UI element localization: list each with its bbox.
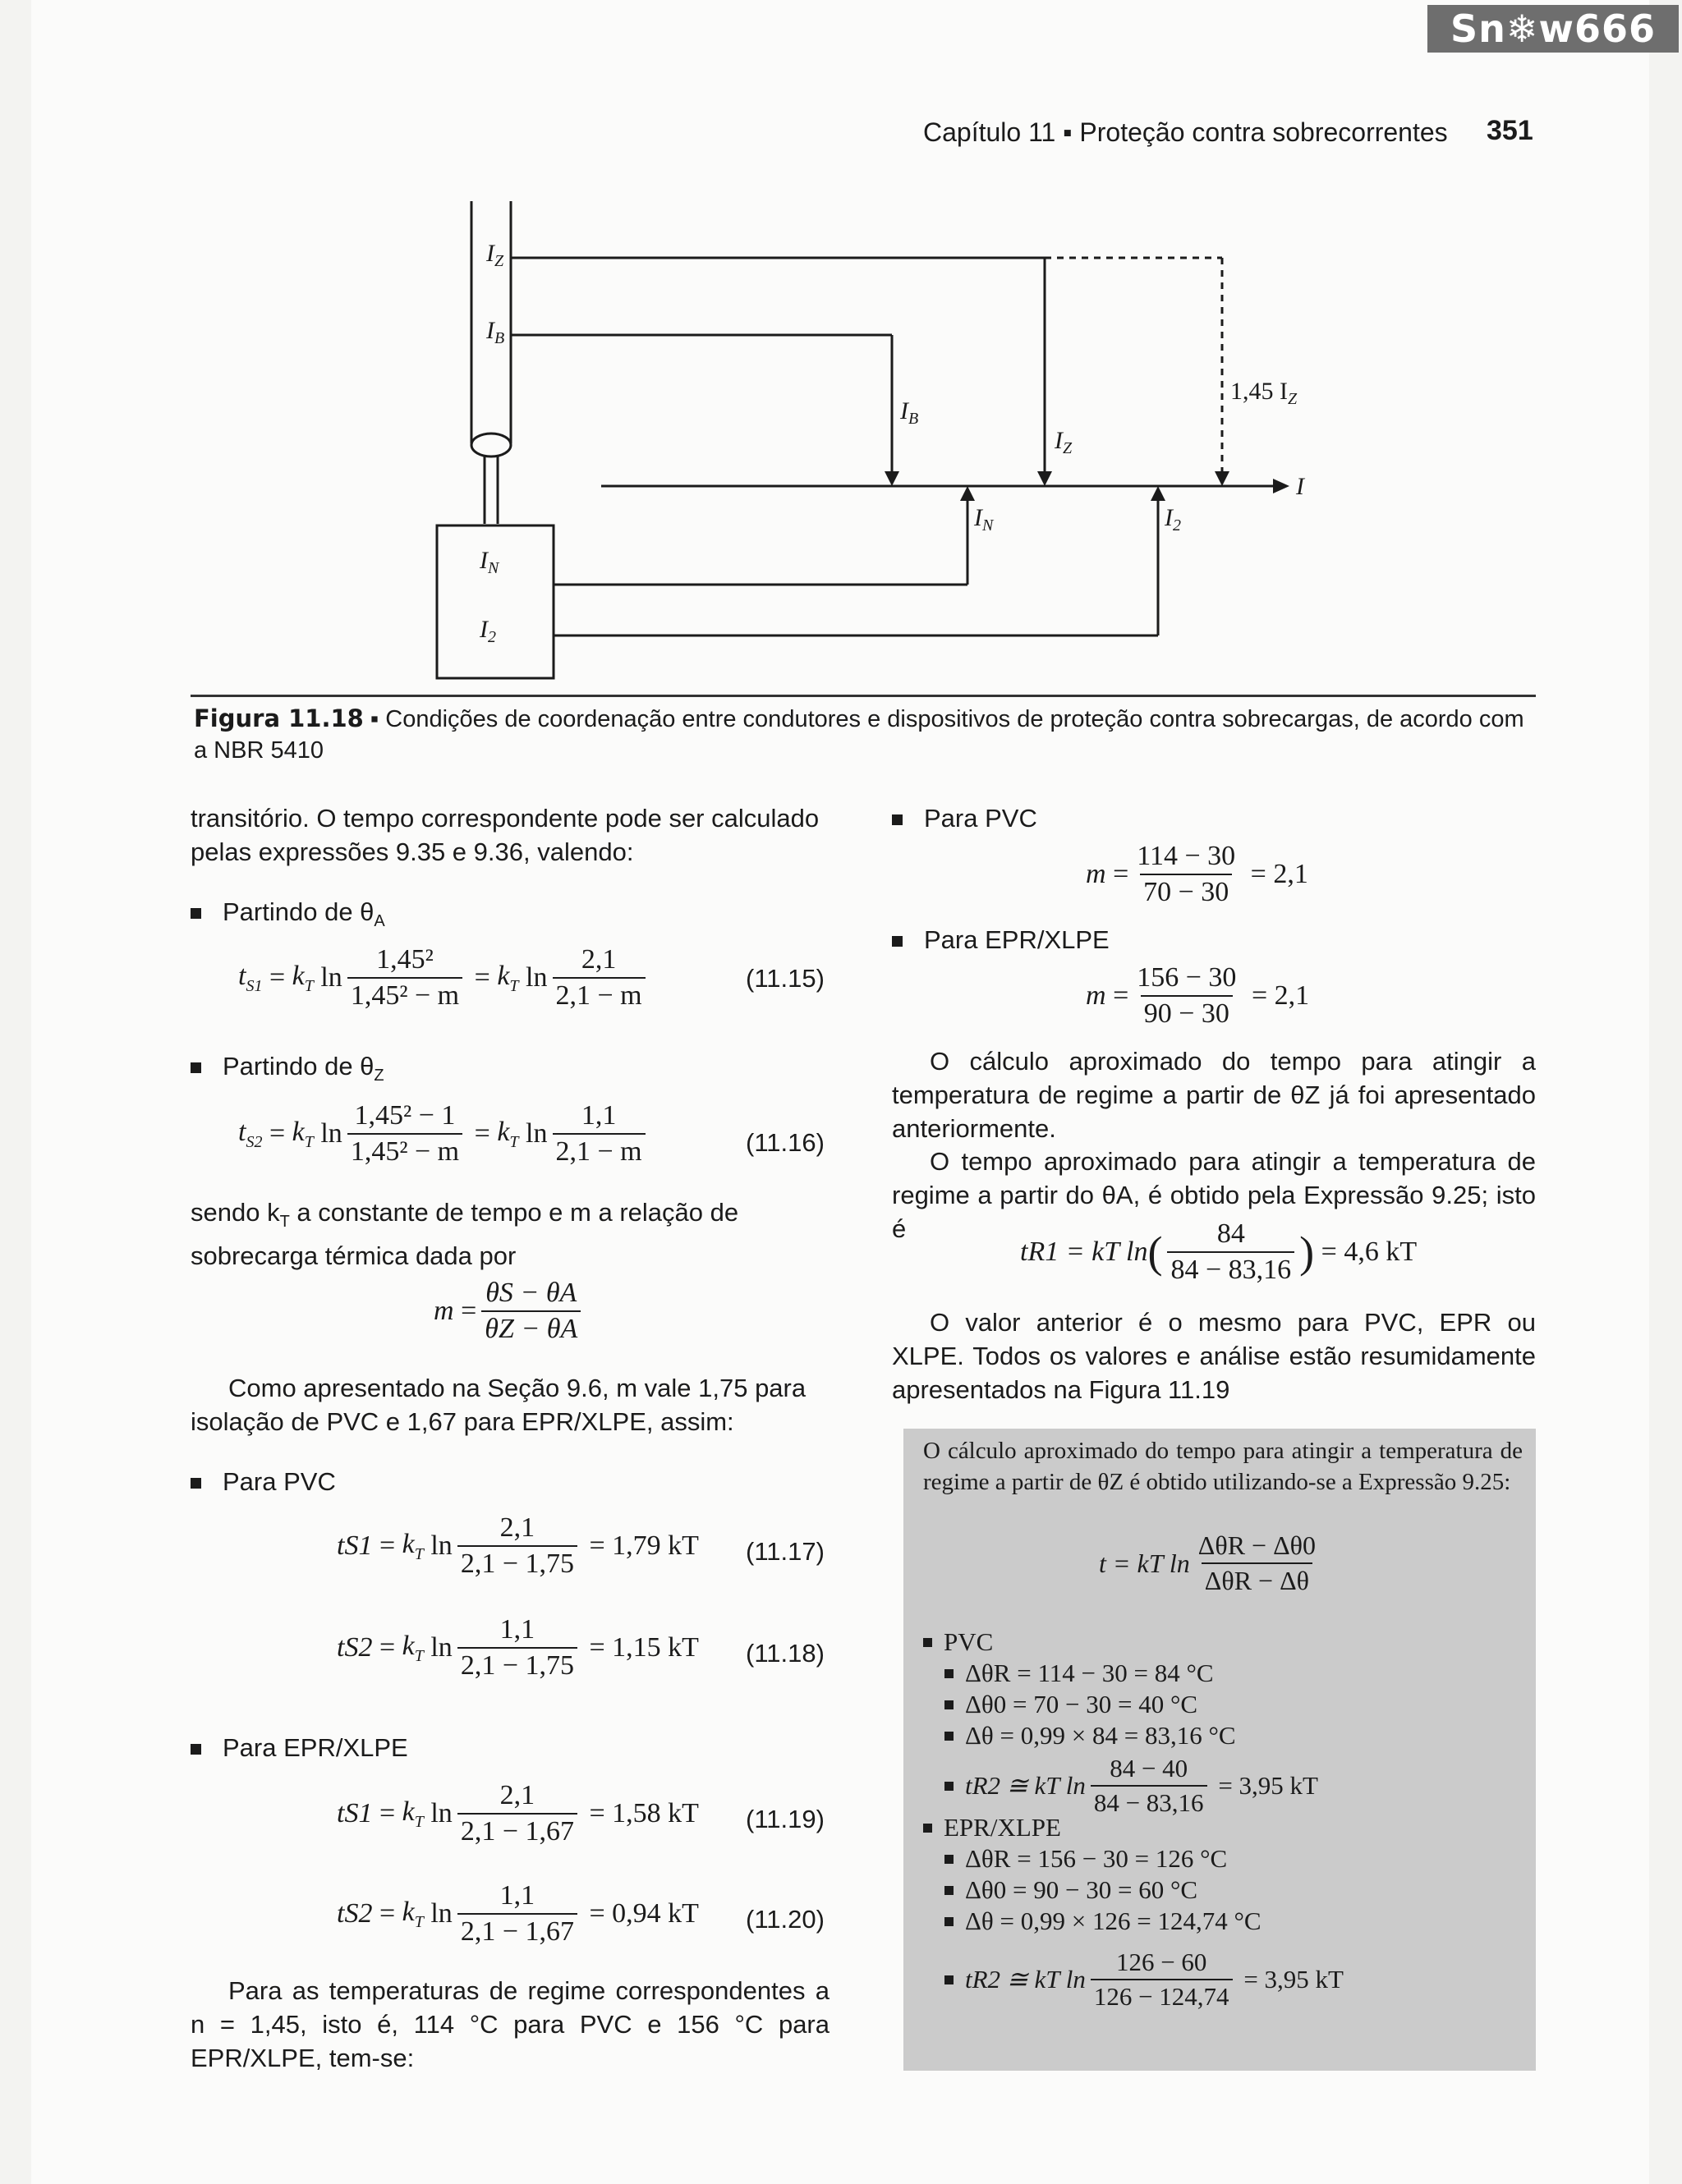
left-paragraph-4: Para as temperaturas de regime correspondentes a n = 1,45, isto é, 114 °C para PVC e 156 °C para EPR/XLPE, tem-se: — [191, 1976, 830, 2072]
equation-11-19: tS1 = $k_T$ ln $\frac{2,1}{2,1 - 1,67}$ = 1,58 kT — [337, 1780, 699, 1847]
running-header: Capítulo 11 ▪ Proteção contra sobrecorrentes — [923, 117, 1448, 147]
eq-number-11-18: (11.18) — [746, 1639, 825, 1668]
caption-text: ▪ Condições de coordenação entre condutores e dispositivos de proteção contra sobrecargas, de acordo com a NBR 5410 — [194, 706, 1524, 764]
bullet-right-pvc: Para PVC — [892, 801, 1037, 835]
right-paragraph-1: O cálculo aproximado do tempo para atingir a temperatura de regime a partir de θZ já foi apresentado anteriormente. — [892, 1047, 1536, 1143]
equation-m: m = $\frac{\theta S - \theta A}{\theta Z - \theta A}$ — [434, 1278, 586, 1345]
box-epr-line-3: Δθ = 0,99 × 126 = 124,74 °C — [944, 1906, 1262, 1936]
bullet-epr: Para EPR/XLPE — [191, 1731, 408, 1764]
label-ib-cable: $I_B$ — [486, 317, 505, 347]
figure-caption — [194, 703, 1541, 766]
caption-rule — [191, 695, 1536, 697]
box-pvc-line-2: Δθ0 = 70 − 30 = 40 °C — [944, 1690, 1197, 1719]
watermark-logo: Sn❄w666 — [1427, 5, 1679, 53]
bullet-pvc: Para PVC — [191, 1465, 336, 1498]
label-iz-cable: $I_Z$ — [486, 240, 504, 270]
box-intro: O cálculo aproximado do tempo para atingir a temperatura de regime a partir de θZ é obtido utilizando-se a Expressão 9.25: — [923, 1438, 1523, 1495]
equation-11-17: tS1 = $k_T$ ln $\frac{2,1}{2,1 - 1,75}$ = 1,79 kT — [337, 1512, 699, 1579]
bullet-partindo-z: Partindo de $\theta_Z$ — [191, 1049, 384, 1093]
page-number: 351 — [1487, 115, 1533, 146]
equation-11-18: tS2 = $k_T$ ln $\frac{1,1}{2,1 - 1,75}$ = 1,15 kT — [337, 1614, 699, 1681]
coordination-diagram — [0, 0, 1682, 706]
box-pvc-equation: tR2 ≅ kT ln $\frac{84 - 40}{84 - 83,16}$ = 3,95 kT — [944, 1754, 1318, 1818]
equation-11-16: $t_{S2}$ = $k_T$ ln $\frac{\text{1,45² − 1}}{\text{1,45² − m}}$ = $k_T$ ln $\frac{1,1}{2,1 - m}$ — [238, 1100, 650, 1168]
eq-number-11-19: (11.19) — [746, 1805, 825, 1833]
label-i2-arrow: $I_2$ — [1165, 504, 1181, 535]
label-145iz: 1,45 $I_Z$ — [1230, 378, 1298, 408]
box-pvc-line-1: ΔθR = 114 − 30 = 84 °C — [944, 1659, 1214, 1688]
eq-number-11-15: (11.15) — [746, 964, 825, 993]
box-epr-equation: tR2 ≅ kT ln $\frac{126 - 60}{126 - 124,74}$ = 3,95 kT — [944, 1948, 1344, 2012]
label-in-device: $I_N$ — [480, 547, 499, 577]
bullet-partindo-a: Partindo de $\theta_A$ — [191, 895, 385, 938]
box-pvc-line-3: Δθ = 0,99 × 84 = 83,16 °C — [944, 1721, 1236, 1750]
box-epr-line-1: ΔθR = 156 − 30 = 126 °C — [944, 1844, 1227, 1874]
box-epr-title: EPR/XLPE — [923, 1813, 1061, 1842]
label-axis-i: I — [1296, 473, 1304, 500]
eq-number-11-20: (11.20) — [746, 1905, 825, 1934]
eq-number-11-17: (11.17) — [746, 1537, 825, 1566]
label-ib-arrow: $I_B$ — [900, 397, 919, 428]
equation-m-epr: m = $\frac{156 - 30}{90 - 30}$ = 2,1 — [1086, 962, 1310, 1029]
box-epr-line-2: Δθ0 = 90 − 30 = 60 °C — [944, 1875, 1197, 1905]
equation-m-pvc: m = $\frac{114 - 30}{70 - 30}$ = 2,1 — [1086, 841, 1308, 907]
label-iz-arrow: $I_Z$ — [1055, 427, 1073, 457]
left-paragraph-2: sendo $k_T$ a constante de tempo e m a relação de sobrecarga térmica dada por — [191, 1198, 739, 1271]
equation-11-15: $t_{S1}$ = $k_T$ ln $\frac{\text{1,45²}}{\text{1,45² − m}}$ = $k_T$ ln $\frac{2,1}{2,1 - m}$ — [238, 944, 650, 1012]
right-paragraph-3: O valor anterior é o mesmo para PVC, EPR ou XLPE. Todos os valores e análise estão resumidamente apresentados na Figura 11.19 — [892, 1308, 1536, 1404]
equation-11-20: tS2 = $k_T$ ln $\frac{1,1}{2,1 - 1,67}$ = 0,94 kT — [337, 1880, 699, 1947]
label-i2-device: $I_2$ — [480, 616, 496, 646]
caption-label: Figura 11.18 — [194, 704, 364, 732]
box-pvc-title: PVC — [923, 1627, 993, 1657]
left-paragraph-3: Como apresentado na Seção 9.6, m vale 1,75 para isolação de PVC e 1,67 para EPR/XLPE, assim: — [191, 1374, 807, 1436]
right-paragraph-2: O tempo aproximado para atingir a temperatura de regime a partir do θA, é obtido pela Expressão 9.25; isto é — [892, 1147, 1536, 1243]
left-paragraph-1: transitório. O tempo correspondente pode ser calculado pelas expressões 9.35 e 9.36, valendo: — [191, 804, 820, 866]
box-equation-t: t = kT ln $\frac{\text{ΔθR − Δθ0}}{\text{ΔθR − Δθ}}$ — [1099, 1530, 1316, 1595]
equation-tr1: tR1 = kT ln ( $\frac{84}{84 - 83,16}$ ) = 4,6 kT — [1020, 1218, 1418, 1285]
label-in-arrow: $I_N$ — [974, 504, 994, 535]
bullet-right-epr: Para EPR/XLPE — [892, 923, 1110, 957]
eq-number-11-16: (11.16) — [746, 1128, 825, 1157]
